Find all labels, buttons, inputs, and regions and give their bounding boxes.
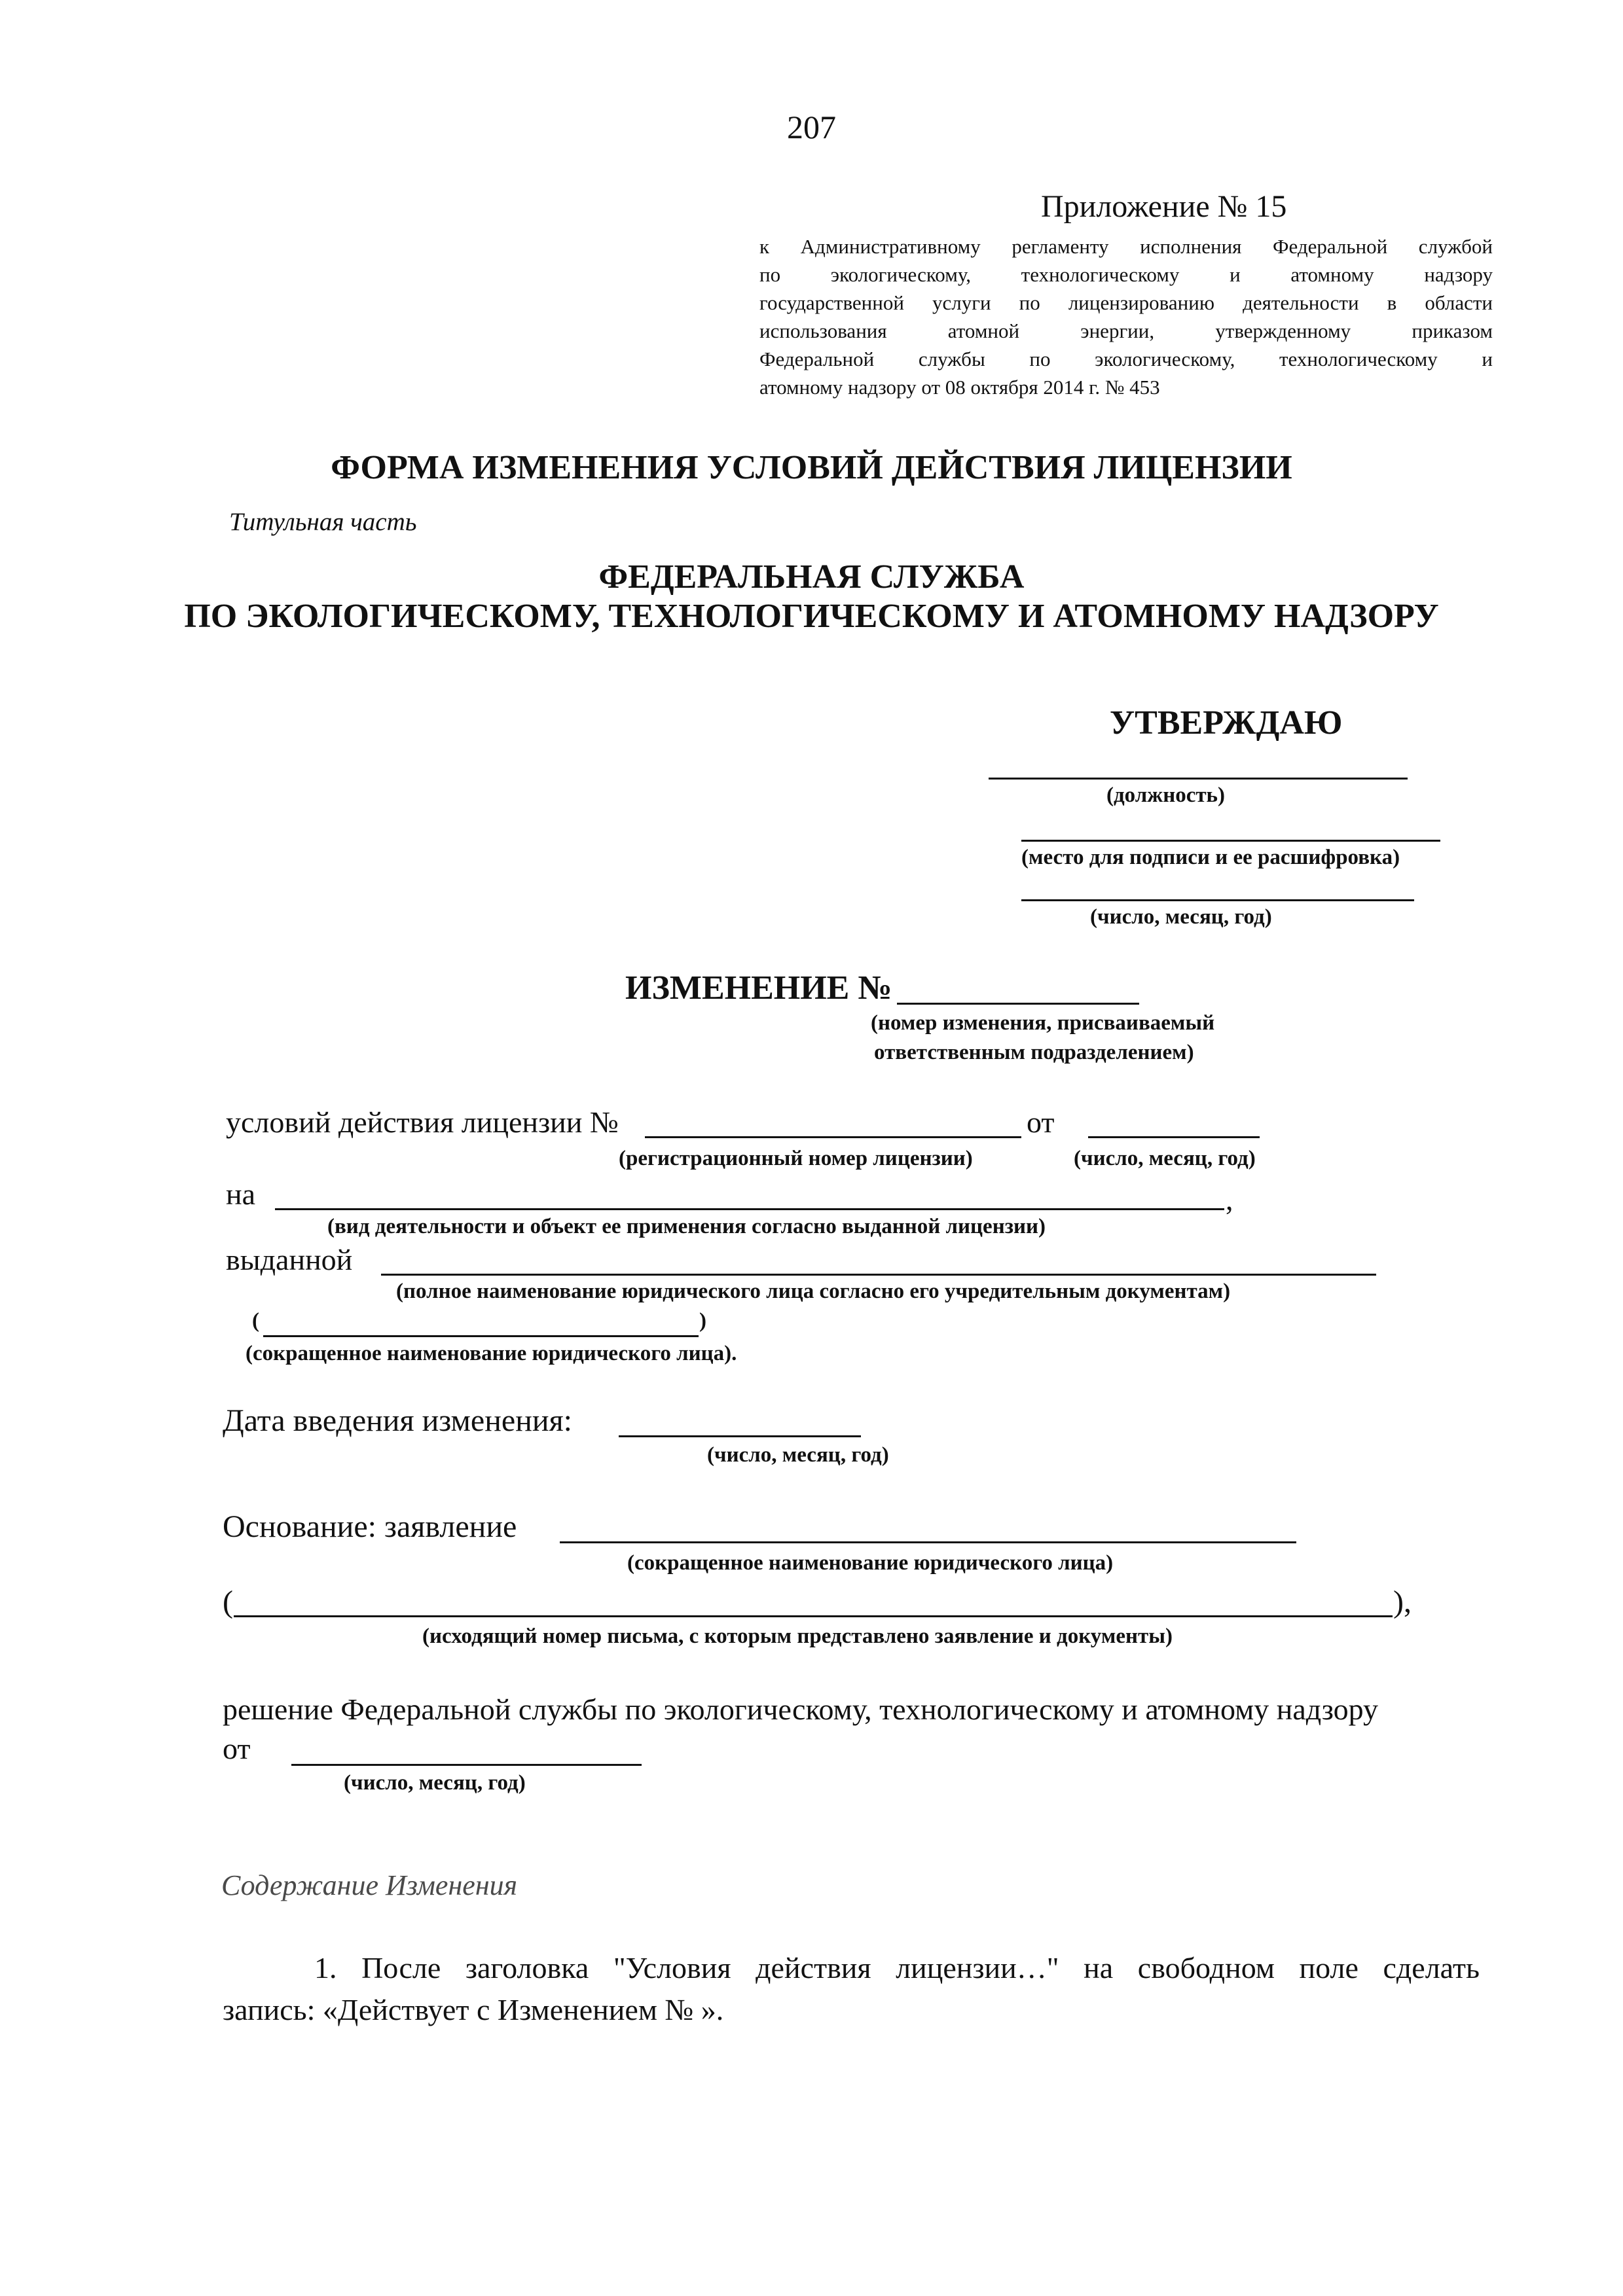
- appendix-line: государственной услуги по лицензированию деятельности в области: [759, 291, 1493, 314]
- short-name-blank: [263, 1335, 699, 1337]
- appendix-line: использования атомной энергии, утвержденному приказом: [759, 319, 1493, 342]
- content-item-1: [223, 1947, 1480, 2031]
- content-heading: Содержание Изменения: [221, 1869, 518, 1901]
- signature-caption: (место для подписи и ее расшифровка): [1021, 846, 1400, 869]
- appendix-reference: [759, 232, 1493, 401]
- content-item-line: запись: «Действует с Изменением № ».: [223, 1993, 724, 2026]
- license-number-blank: [645, 1136, 1021, 1138]
- title-part-label: Титульная часть: [229, 508, 417, 536]
- page-number: 207: [787, 109, 836, 145]
- decision-text: решение Федеральной службы по экологическому, технологическому и атомному надзору: [223, 1693, 1379, 1726]
- basis-caption: (сокращенное наименование юридического лица): [627, 1551, 1114, 1575]
- position-caption: (должность): [1106, 783, 1226, 807]
- introduction-date-caption: (число, месяц, год): [707, 1443, 889, 1467]
- appendix-title: Приложение № 15: [1041, 189, 1287, 224]
- basis-blank: [560, 1541, 1296, 1543]
- activity-comma: ,: [1226, 1183, 1233, 1216]
- decision-from-label: от: [223, 1732, 251, 1765]
- appendix-line: Федеральной службы по экологическому, технологическому и: [759, 348, 1493, 370]
- decision-date-caption: (число, месяц, год): [344, 1771, 526, 1795]
- change-number-label: ИЗМЕНЕНИЕ №: [625, 969, 892, 1007]
- activity-label: на: [226, 1177, 256, 1211]
- short-name-close-paren: ): [699, 1309, 706, 1333]
- short-name-open-paren: (: [252, 1309, 259, 1333]
- license-from-label: от: [1027, 1105, 1055, 1139]
- short-name-caption: (сокращенное наименование юридического лица).: [246, 1342, 737, 1365]
- license-date-blank: [1088, 1136, 1260, 1138]
- issued-label: выданной: [226, 1243, 353, 1276]
- activity-blank: [275, 1208, 1224, 1210]
- change-number-blank: [897, 1003, 1139, 1005]
- license-label: условий действия лицензии №: [226, 1105, 619, 1139]
- agency-name-line-1: ФЕДЕРАЛЬНАЯ СЛУЖБА: [598, 558, 1025, 596]
- full-name-blank: [381, 1274, 1376, 1276]
- appendix-line: к Административному регламенту исполнения Федеральной службой: [759, 235, 1493, 258]
- change-number-caption: (номер изменения, присваиваемый: [871, 1011, 1215, 1035]
- introduction-date-blank: [619, 1435, 861, 1437]
- letter-number-caption: (исходящий номер письма, с которым представлено заявление и документы): [422, 1624, 1173, 1648]
- change-number-caption-2: ответственным подразделением): [874, 1041, 1194, 1064]
- letter-number-blank: [234, 1615, 1393, 1617]
- position-blank: [989, 778, 1408, 780]
- appendix-line: атомному надзору от 08 октября 2014 г. № 453: [759, 376, 1160, 399]
- decision-date-blank: [291, 1764, 642, 1766]
- basis-label: Основание: заявление: [223, 1509, 517, 1544]
- letter-open-paren: (: [223, 1585, 233, 1619]
- approval-date-blank: [1021, 899, 1414, 901]
- license-date-caption: (число, месяц, год): [1074, 1147, 1256, 1170]
- approval-heading: УТВЕРЖДАЮ: [1110, 704, 1343, 742]
- content-item-line: 1. После заголовка "Условия действия лицензии…" на свободном поле сделать: [314, 1951, 1480, 1984]
- agency-name-line-2: ПО ЭКОЛОГИЧЕСКОМУ, ТЕХНОЛОГИЧЕСКОМУ И АТОМНОМУ НАДЗОРУ: [184, 598, 1439, 635]
- appendix-line: по экологическому, технологическому и атомному надзору: [759, 263, 1493, 286]
- full-name-caption: (полное наименование юридического лица согласно его учредительным документам): [396, 1280, 1231, 1303]
- approval-date-caption: (число, месяц, год): [1090, 905, 1272, 929]
- letter-close-paren: ),: [1393, 1585, 1412, 1619]
- introduction-date-label: Дата введения изменения:: [223, 1403, 572, 1438]
- signature-blank: [1021, 840, 1440, 842]
- activity-caption: (вид деятельности и объект ее применения согласно выданной лицензии): [327, 1215, 1046, 1238]
- license-number-caption: (регистрационный номер лицензии): [619, 1147, 973, 1170]
- form-title: ФОРМА ИЗМЕНЕНИЯ УСЛОВИЙ ДЕЙСТВИЯ ЛИЦЕНЗИИ: [331, 449, 1292, 486]
